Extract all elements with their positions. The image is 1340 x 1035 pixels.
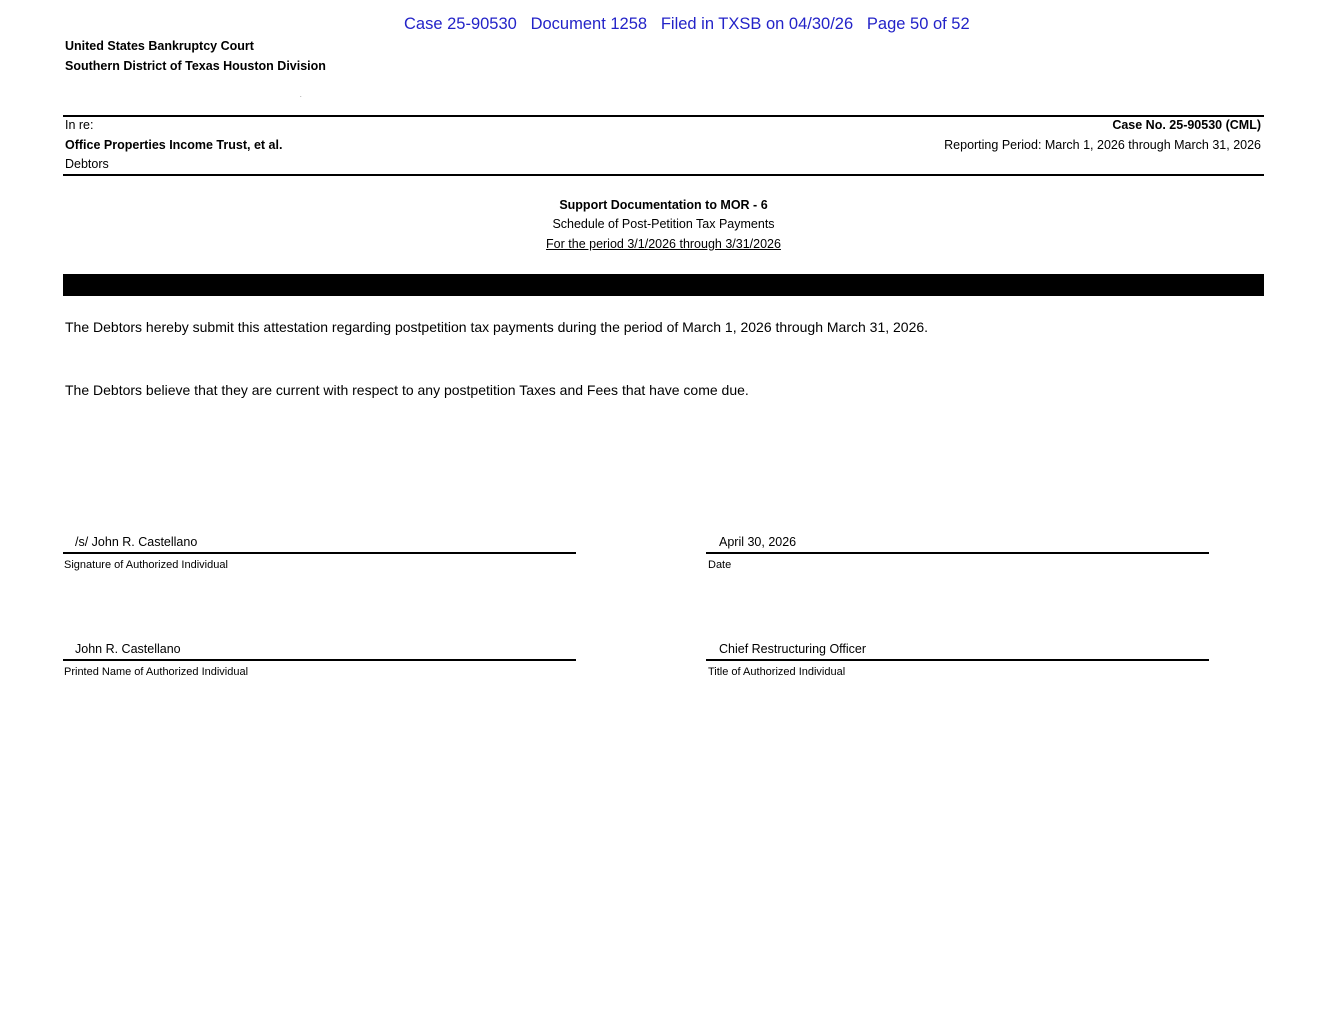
signature-line bbox=[63, 552, 576, 554]
current-status-paragraph: The Debtors believe that they are current with respect to any postpetition Taxes and Fees that have come due. bbox=[65, 382, 749, 398]
title-label: Title of Authorized Individual bbox=[708, 666, 846, 678]
court-district: Southern District of Texas Houston Division bbox=[65, 59, 326, 73]
printed-name-line bbox=[63, 659, 576, 661]
caption-top-rule bbox=[63, 115, 1264, 117]
debtors-label: Debtors bbox=[65, 157, 109, 171]
date-label: Date bbox=[708, 559, 732, 571]
signature-label: Signature of Authorized Individual bbox=[64, 559, 228, 571]
attestation-paragraph: The Debtors hereby submit this attestation regarding postpetition tax payments during the period of March 1, 2026 through March 31, 2026. bbox=[65, 319, 929, 335]
debtor-name: Office Properties Income Trust, et al. bbox=[65, 138, 283, 152]
case-number: Case No. 25-90530 (CML) bbox=[1112, 118, 1261, 132]
heading-subtitle: Schedule of Post-Petition Tax Payments bbox=[552, 217, 775, 231]
reporting-period: Reporting Period: March 1, 2026 through March 31, 2026 bbox=[944, 138, 1261, 152]
court-name: United States Bankruptcy Court bbox=[65, 39, 254, 53]
black-bar bbox=[63, 274, 1264, 296]
heading-period bbox=[63, 237, 1264, 251]
title-value: Chief Restructuring Officer bbox=[719, 642, 867, 656]
filing-stamp: Case 25-90530 Document 1258 Filed in TXSB on 04/30/26 Page 50 of 52 bbox=[404, 15, 970, 33]
date-value: April 30, 2026 bbox=[719, 535, 797, 549]
date-line bbox=[706, 552, 1209, 554]
stray-dot: . bbox=[300, 93, 302, 99]
title-line bbox=[706, 659, 1209, 661]
printed-name-label: Printed Name of Authorized Individual bbox=[64, 666, 249, 678]
heading-title: Support Documentation to MOR - 6 bbox=[559, 198, 768, 212]
in-re-label: In re: bbox=[65, 118, 94, 132]
heading-period-text: For the period 3/1/2026 through 3/31/2026 bbox=[546, 237, 781, 251]
printed-name-value: John R. Castellano bbox=[75, 642, 181, 656]
caption-bottom-rule bbox=[63, 174, 1264, 176]
signature-value: /s/ John R. Castellano bbox=[75, 535, 198, 549]
